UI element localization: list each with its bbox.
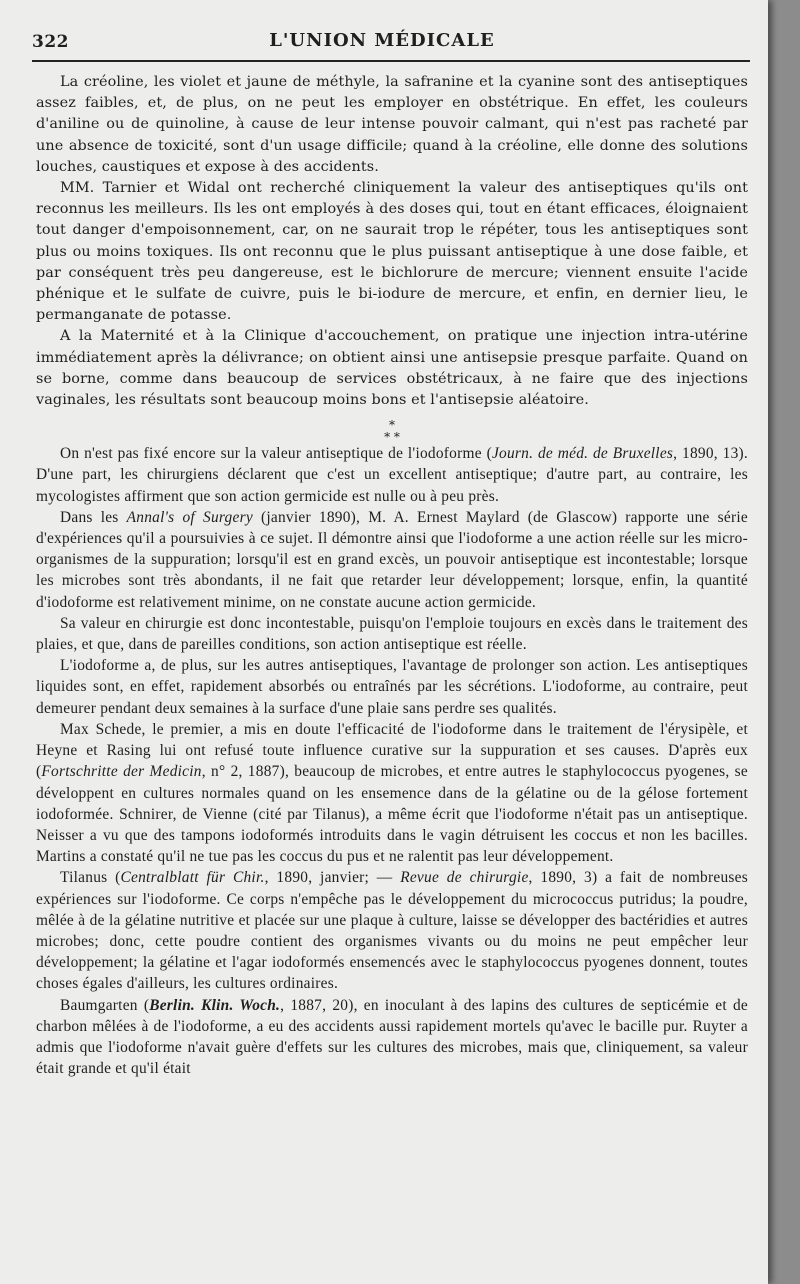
text-run: Tilanus ( [60, 869, 121, 887]
text-run: On n'est pas fixé encore sur la valeur antiseptique de l'iodoforme ( [60, 445, 492, 463]
section-first [36, 72, 748, 411]
text-run: Baumgarten ( [60, 996, 150, 1014]
text-run: (janvier 1890), M. A. Ernest Maylard (de Glascow) rapporte une série d'expériences qu'il a poursuivies à ce sujet. Il démontre ainsi que l'iodoforme a une action réelle sur les micro-organismes de la suppuration; lorsqu'il est en grand excès, un pouvoir antiseptique est incontestable; lorsque les microbes sont très abondants, il ne fait que retarder leur développement; lorsque, enfin, la quantité d'iodoforme est relativement minime, on ne constate aucune action germicide. [36, 508, 748, 611]
citation: Fortschritte der Medicin [41, 763, 202, 781]
text-run: , 1890, janvier; — [264, 869, 401, 887]
paragraph [36, 719, 748, 867]
text-run: , 1890, 13). D'une part, les chirurgiens déclarent que c'est un excellent antiseptique; d'autre part, au contraire, les mycologistes affirment que son action germicide est nulle ou à peu près. [36, 445, 749, 505]
separator-asterisk-top: * [389, 418, 395, 433]
citation: Annal's of Surgery [126, 508, 253, 526]
section-separator [36, 411, 748, 443]
citation: Centralblatt für Chir. [120, 869, 265, 887]
citation: Journ. de méd. de Bruxelles [491, 445, 674, 463]
section-second [36, 443, 748, 1079]
citation: Berlin. Klin. Woch. [149, 996, 281, 1014]
paragraph [36, 443, 748, 507]
text-run: Max Schede, le premier, a mis en doute l'efficacité de l'iodoforme dans le traitement de l'érysipèle, et Heyne et Rasing lui ont refusé toute influence curative sur la suppuration et ses causes. D'après eux ( [36, 720, 748, 781]
paragraph: La créoline, les violet et jaune de méthyle, la safranine et la cyanine sont des antiseptiques assez faibles, et, de plus, on ne peut les employer en obstétrique. En effet, les couleurs d'aniline ou de quinoline, à cause de leur intense pouvoir calmant, qui n'est pas racheté par une absence de toxicité, sont d'un usage difficile; quand à la créoline, elle donne des solutions louches, caustiques et expose à des accidents. [36, 74, 748, 175]
paragraph [36, 995, 748, 1080]
article-body [36, 72, 748, 1079]
citation: Revue de chirurgie [400, 869, 529, 887]
separator-asterisks-bottom: * * [384, 430, 400, 445]
journal-title: L'UNION MÉDICALE [269, 30, 495, 51]
paragraph [36, 507, 748, 613]
page-header [32, 30, 732, 56]
header-rule [32, 60, 750, 62]
text-run: , 1887, 20), en inoculant à des lapins des cultures de septicémie et de charbon mêlées à de l'iodoforme, a eu des accidents aussi rapidement mortels qu'avec le bacille pur. Ruyter a admis que l'iodoforme n'avait guère d'effets sur les cultures des microbes, mais que, cliniquement, sa valeur était grande et qu'il était [36, 996, 748, 1078]
paragraph: L'iodoforme a, de plus, sur les autres antiseptiques, l'avantage de prolonger son action. Les antiseptiques liquides sont, en effet, rapidement absorbés ou entraînés par les sécrétions. L'iodoforme, au contraire, peut demeurer pendant deux semaines à la surface d'une plaie sans perdre ses qualités. [36, 657, 748, 717]
text-run: , 1890, 3) a fait de nombreuses expériences sur l'iodoforme. Ce corps n'empêche pas le développement du micrococcus putridus; la poudre, mêlée à de la gélatine nutritive et placée sur une plaque à culture, laisse se développer des bactéridies et autres microbes; donc, cette poudre contient des organismes vivants ou du moins ne peut empêcher leur développement; la gélatine et l'agar iodoformés ensemencés avec le staphylococcus pyogenes donnent, toutes choses égales d'ailleurs, les cultures ordinaires. [36, 869, 748, 993]
paragraph: MM. Tarnier et Widal ont recherché cliniquement la valeur des antiseptiques qu'ils ont reconnus les meilleurs. Ils les ont employés à des doses qui, tout en étant efficaces, éloignaient tout danger d'empoisonnement, car, on ne saurait trop le répéter, tous les antiseptiques sont plus ou moins toxiques. Ils ont reconnu que le plus puissant antiseptique à une dose faible, et par conséquent très peu dangereuse, est le bichlorure de mercure; viennent ensuite l'acide phénique et le sulfate de cuivre, puis le bi-iodure de mercure, et enfin, en dernier lieu, le permanganate de potasse. [36, 180, 748, 324]
paragraph [36, 867, 748, 994]
paragraph: A la Maternité et à la Clinique d'accouchement, on pratique une injection intra-utérine immédiatement après la délivrance; on obtient ainsi une antisepsie presque parfaite. Quand on se borne, comme dans beaucoup de services obstétricaux, à ne faire que des injections vaginales, les résultats sont beaucoup moins bons et l'antisepsie aléatoire. [36, 328, 748, 409]
text-run: , n° 2, 1887), beaucoup de microbes, et entre autres le staphylococcus pyogenes, se développent en cultures normales quand on les ensemence dans de la gélatine ou de la gélose fortement iodoformée. Schnirer, de Vienne (cité par Tilanus), a même écrit que l'iodoforme n'était pas un antiseptique. Neisser a vu que des tampons iodoformés introduits dans le vagin détruisent les coccus et non les bacilles. Martins a constaté qu'il ne tue pas les coccus du pus et ne ralentit pas leur développement. [36, 763, 748, 866]
text-run: Dans les [60, 508, 127, 526]
page-number: 322 [32, 32, 69, 52]
paragraph: Sa valeur en chirurgie est donc incontestable, puisqu'on l'emploie toujours en excès dans le traitement des plaies, et que, dans de pareilles conditions, son action antiseptique est réelle. [36, 614, 748, 654]
